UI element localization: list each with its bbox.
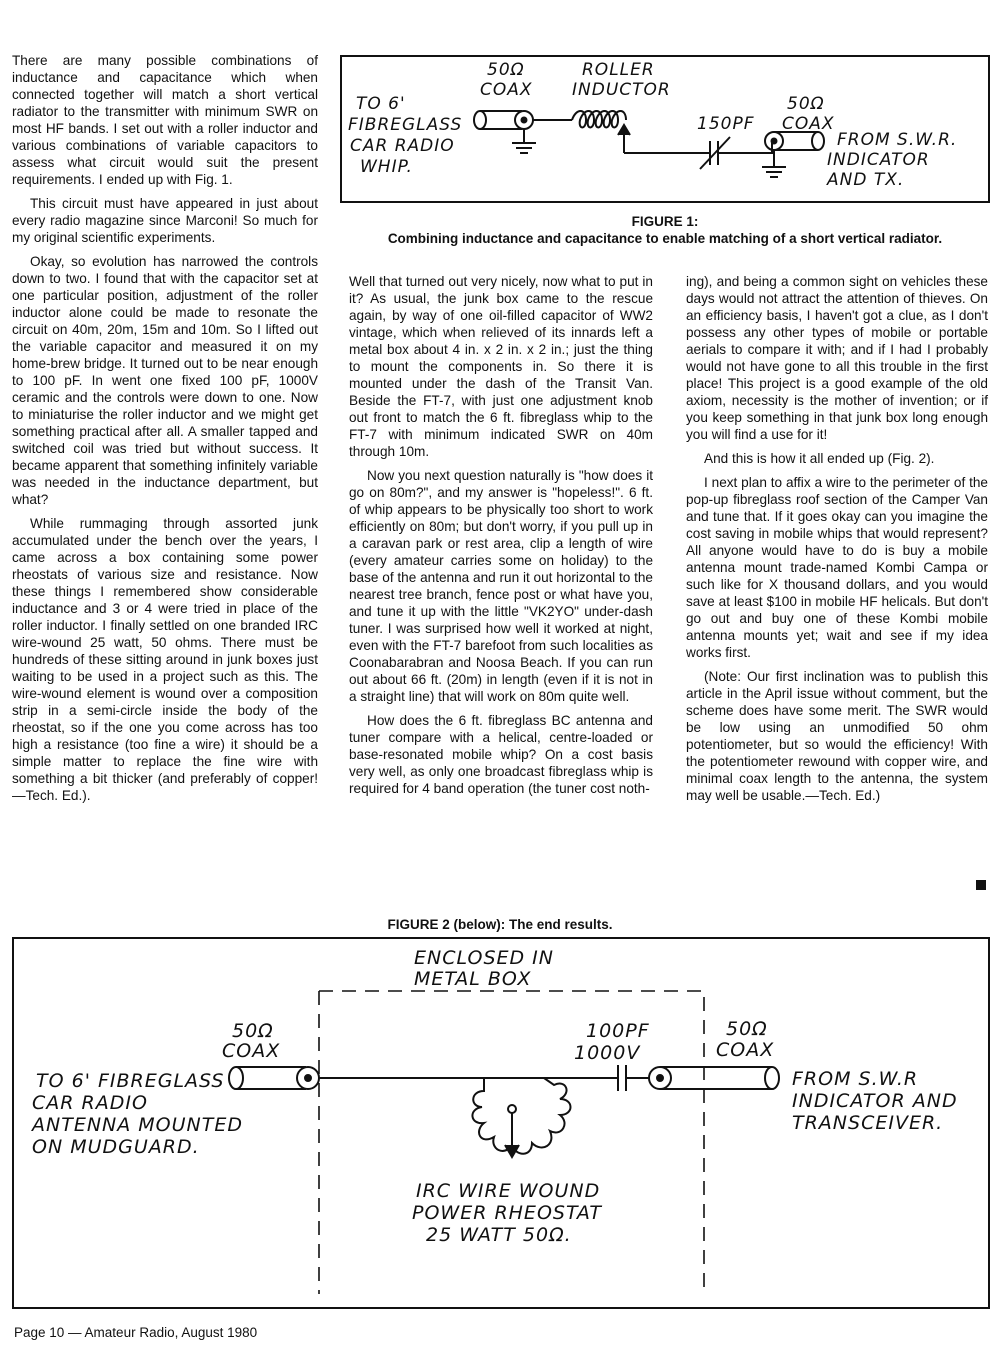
figure-1-title: FIGURE 1: xyxy=(631,214,699,229)
paragraph: Okay, so evolution has narrowed the controls down to two. I found that with the capacitor set at one particular position, adjustment of the roller inductor alone could be made to resonate the circuit on 40m, 20m, 15m and 10m. So I lifted out the variable capacitor and measured it on my home-brew bridge. It turned out to be near enough to 100 pF. In went one fixed 100 pF, 1000V ceramic and the controls were down to one. Now to miniaturise the roller inductor and we might get something practical after all. A smaller tapped and switched coil was tried but without success. It became apparent that something infinitely variable was needed in the inductance department, but what? xyxy=(12,254,318,507)
figure-2-schematic xyxy=(14,939,992,1311)
article-column-1 xyxy=(12,52,318,811)
fig1-label: INDUCTOR xyxy=(572,80,671,100)
paragraph: How does the 6 ft. fibreglass BC antenna and tuner compare with a helical, centre-loaded or base-resonated mobile whip? On a cost basis very well, as only one broadcast fibreglass whip is required for 4 band operation (the tuner cost noth- xyxy=(349,713,653,796)
fig1-label: CAR RADIO xyxy=(350,136,455,156)
fig1-label: INDICATOR xyxy=(827,150,930,170)
end-of-article-mark xyxy=(976,880,986,890)
fig1-label: ROLLER xyxy=(582,60,655,80)
fig2-label: COAX xyxy=(716,1039,775,1061)
fig2-label: 100PF xyxy=(586,1020,650,1042)
fig2-label: IRC WIRE WOUND xyxy=(416,1180,601,1202)
fig2-label: ON MUDGUARD. xyxy=(32,1136,200,1158)
fig1-label: FROM S.W.R. xyxy=(837,130,958,150)
paragraph: And this is how it all ended up (Fig. 2). xyxy=(704,451,935,466)
fig2-label: 1000V xyxy=(574,1042,641,1064)
fig1-label: WHIP. xyxy=(360,157,413,177)
paragraph: Now you next question naturally is "how does it go on 80m?", and my answer is "hopeless!". 6 ft. of whip appears to be physically too short to work efficiently on 80m; but don't worry, if you pull up in a caravan park or rest area, clip a length of wire (every amateur carries some on holiday) to the base of the antenna and run it out horizontal to the nearest tree branch, fence post or what have you, and tune it up with the little "VK2YO" under-dash tuner. I was surprised how well it worked at night, even with the FT-7 barefoot from such localities as Coonabarabran and Noosa Beach. If you can run out about 66 ft. (20m) in length (even if it is not in a straight line) that will work on 80m quite well. xyxy=(349,468,653,704)
figure-1-schematic xyxy=(342,57,992,205)
article-column-2 xyxy=(349,273,653,804)
fig1-label: 150PF xyxy=(697,114,755,134)
fig2-label: FROM S.W.R xyxy=(792,1068,919,1090)
paragraph: This circuit must have appeared in just about every radio magazine since Marconi! So much for my original scientific experiments. xyxy=(12,196,318,245)
fig2-label: ANTENNA MOUNTED xyxy=(32,1114,243,1136)
paragraph: ing), and being a common sight on vehicles these days would not attract the attention of thieves. On an efficiency basis, I haven't got a clue, as I don't possess any other types of mobile or portable aerials to compare it with; and if I had I probably would not have gone to all this trouble in the first place! This project is a good example of the old axiom, necessity is the mother of invention; or if you keep something in that junk box long enough you will find a use for it! xyxy=(686,274,988,442)
fig1-label: 50Ω xyxy=(787,94,825,114)
fig2-label: COAX xyxy=(222,1040,281,1062)
fig2-label: ENCLOSED IN xyxy=(414,947,554,969)
fig2-label: INDICATOR AND xyxy=(792,1090,958,1112)
paragraph: (Note: Our first inclination was to publish this article in the April issue without comment, but the scheme does have some merit. The SWR would be low using an unmodified 50 ohm potentiometer, but so would the efficiency! With the potentiometer rewound with copper wire, and minimal coax length to the antenna, the system may well be usable.—Tech. Ed.) xyxy=(686,669,988,803)
paragraph: While rummaging through assorted junk accumulated under the bench over the years, I came across a box containing some power rheostats of various size and resistance. Now these things I remembered show considerable inductance and 3 or 4 were tried in place of the roller inductor. I finally settled on one branded IRC wire-wound 25 watt, 50 ohms. There must be hundreds of these sitting around in junk boxes just waiting to be used in a project such as this. The wire-wound element is wound over a composition strip in a semi-circle inside the body of the rheostat, so if the one you come across has too high a resistance (too fine a wire) it should be a simple matter to replace the fine wire with something a bit thicker (and preferably of copper!—Tech. Ed.). xyxy=(12,516,318,803)
fig1-label: TO 6' xyxy=(356,94,406,114)
figure-2-caption: FIGURE 2 (below): The end results. xyxy=(387,917,613,932)
fig2-label: 50Ω xyxy=(232,1020,274,1042)
fig2-label: POWER RHEOSTAT xyxy=(412,1202,603,1224)
figure-2-diagram xyxy=(12,937,990,1309)
fig1-label: COAX xyxy=(782,114,835,134)
fig2-label: METAL BOX xyxy=(414,968,532,990)
fig1-label: 50Ω xyxy=(487,60,525,80)
paragraph: There are many possible combinations of inductance and capacitance which when connected together will match a short vertical radiator to the transmitter with minimum SWR on most HF bands. I set out with a roller inductor and various combinations of variable capacitors to assess what circuit would suit the present requirements. I ended up with Fig. 1. xyxy=(12,53,318,187)
fig2-label: TRANSCEIVER. xyxy=(792,1112,944,1134)
fig2-label: 25 WATT 50Ω. xyxy=(426,1224,572,1246)
figure-1-description: Combining inductance and capacitance to enable matching of a short vertical radiator. xyxy=(387,231,943,246)
fig1-label: COAX xyxy=(480,80,533,100)
fig1-label: FIBREGLASS xyxy=(348,115,463,135)
figure-1-diagram xyxy=(340,55,990,203)
fig2-label: CAR RADIO xyxy=(32,1092,148,1114)
paragraph: I next plan to affix a wire to the perimeter of the pop-up fibreglass roof section of the Camper Van and tune that. If it goes okay can you imagine the cost saving in mobile whips that would represent? All anyone would have to do is buy a mobile antenna mount trade-named Kombi Campa or such like for X thousand dollars, and you would save at least $100 in mobile HF helicals. But don't go out and buy one of these Kombi mobile antenna mounts yet; wait and see if my idea works first. xyxy=(686,475,988,660)
figure-1-caption xyxy=(340,213,990,247)
fig2-label: 50Ω xyxy=(726,1018,768,1040)
fig1-label: AND TX. xyxy=(827,170,905,190)
article-column-3 xyxy=(686,273,988,811)
fig2-label: TO 6' FIBREGLASS xyxy=(36,1070,225,1092)
page-footer: Page 10 — Amateur Radio, August 1980 xyxy=(14,1325,258,1340)
paragraph: Well that turned out very nicely, now what to put in it? As usual, the junk box came to the rescue again, by way of one oil-filled capacitor of WW2 vintage, which when relieved of its innards left a metal box about 4 in. x 2 in. x 2 in.; just the thing to mount the components in. So there it is mounted under the dash of the Transit Van. Beside the FT-7, with just one adjustment knob out front to match the 6 ft. fibreglass whip to the FT-7 with minimum indicated SWR on 40m through 10m. xyxy=(349,274,653,459)
